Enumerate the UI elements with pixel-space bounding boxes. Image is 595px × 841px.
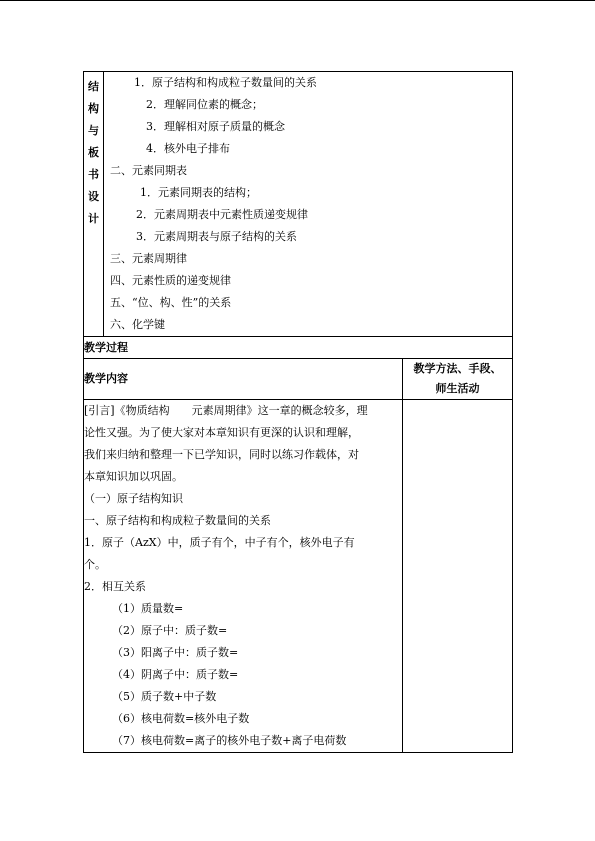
content-row xyxy=(84,400,513,753)
side-label-char: 构 xyxy=(88,102,99,115)
side-label-char: 板 xyxy=(88,146,99,159)
relation-item: （4）阴离子中：质子数= xyxy=(112,668,239,681)
side-label-char: 书 xyxy=(88,168,99,181)
methods-header xyxy=(403,359,513,400)
top-rule xyxy=(0,0,595,1)
outline-line: 1．原子结构和构成粒子数量间的关系 xyxy=(134,76,317,89)
intro-line-4: 本章知识加以巩固。 xyxy=(84,470,183,483)
intro-line-1: [引言]《物质结构 元素周期律》这一章的概念较多，理 xyxy=(84,404,368,417)
outline-line: 二、元素同期表 xyxy=(110,164,187,177)
item-2: 2．相互关系 xyxy=(84,580,146,593)
side-label-char: 与 xyxy=(88,124,99,137)
methods-header-line-2: 师生活动 xyxy=(435,382,480,395)
methods-header-line-1: 教学方法、手段、 xyxy=(413,362,502,375)
relation-item: （5）质子数+中子数 xyxy=(112,690,217,703)
outline-line: 2．理解同位素的概念； xyxy=(146,98,263,111)
outline-line: 五、“位、构、性”的关系 xyxy=(110,296,232,309)
process-title: 教学过程 xyxy=(84,337,513,359)
item-1-line-1: 1．原子（AzX）中，质子有个，中子有个，核外电子有 xyxy=(84,536,355,549)
side-label-char: 计 xyxy=(88,212,99,225)
outline-line: 4．核外电子排布 xyxy=(146,142,230,155)
header-row xyxy=(84,359,513,400)
methods-cell xyxy=(403,400,513,753)
outline-line: 四、元素性质的递变规律 xyxy=(110,274,231,287)
relations-list xyxy=(84,598,402,752)
outline-line: 3．元素周期表与原子结构的关系 xyxy=(136,230,297,243)
board-design-row xyxy=(84,72,513,337)
side-label-char: 结 xyxy=(88,80,99,93)
outline-line: 三、元素周期律 xyxy=(110,252,187,265)
board-design-content xyxy=(104,72,513,337)
relation-item: （7）核电荷数=离子的核外电子数+离子电荷数 xyxy=(112,734,347,747)
content-header: 教学内容 xyxy=(84,359,403,400)
outline-line: 六、化学键 xyxy=(110,318,165,331)
relation-item: （3）阳离子中：质子数= xyxy=(112,646,239,659)
lesson-plan-table xyxy=(83,71,513,753)
board-design-label xyxy=(84,72,104,337)
section-title: （一）原子结构知识 xyxy=(84,492,183,505)
process-row xyxy=(84,337,513,359)
outline-line: 3．理解相对原子质量的概念 xyxy=(146,120,285,133)
intro-line-3: 我们来归纳和整理一下已学知识，同时以练习作载体，对 xyxy=(84,448,359,461)
teaching-content xyxy=(84,400,403,753)
outline-line: 2．元素周期表中元素性质递变规律 xyxy=(136,208,308,221)
intro-line-2: 论性又强。为了使大家对本章知识有更深的认识和理解， xyxy=(84,426,359,439)
relation-item: （6）核电荷数=核外电子数 xyxy=(112,712,250,725)
outline-line: 1．元素同期表的结构； xyxy=(140,186,257,199)
subsection-title: 一、原子结构和构成粒子数量间的关系 xyxy=(84,514,271,527)
relation-item: （2）原子中：质子数= xyxy=(112,624,228,637)
side-label-char: 设 xyxy=(88,190,99,203)
relation-item: （1）质量数= xyxy=(112,602,184,615)
item-1-line-2: 个。 xyxy=(84,558,106,571)
